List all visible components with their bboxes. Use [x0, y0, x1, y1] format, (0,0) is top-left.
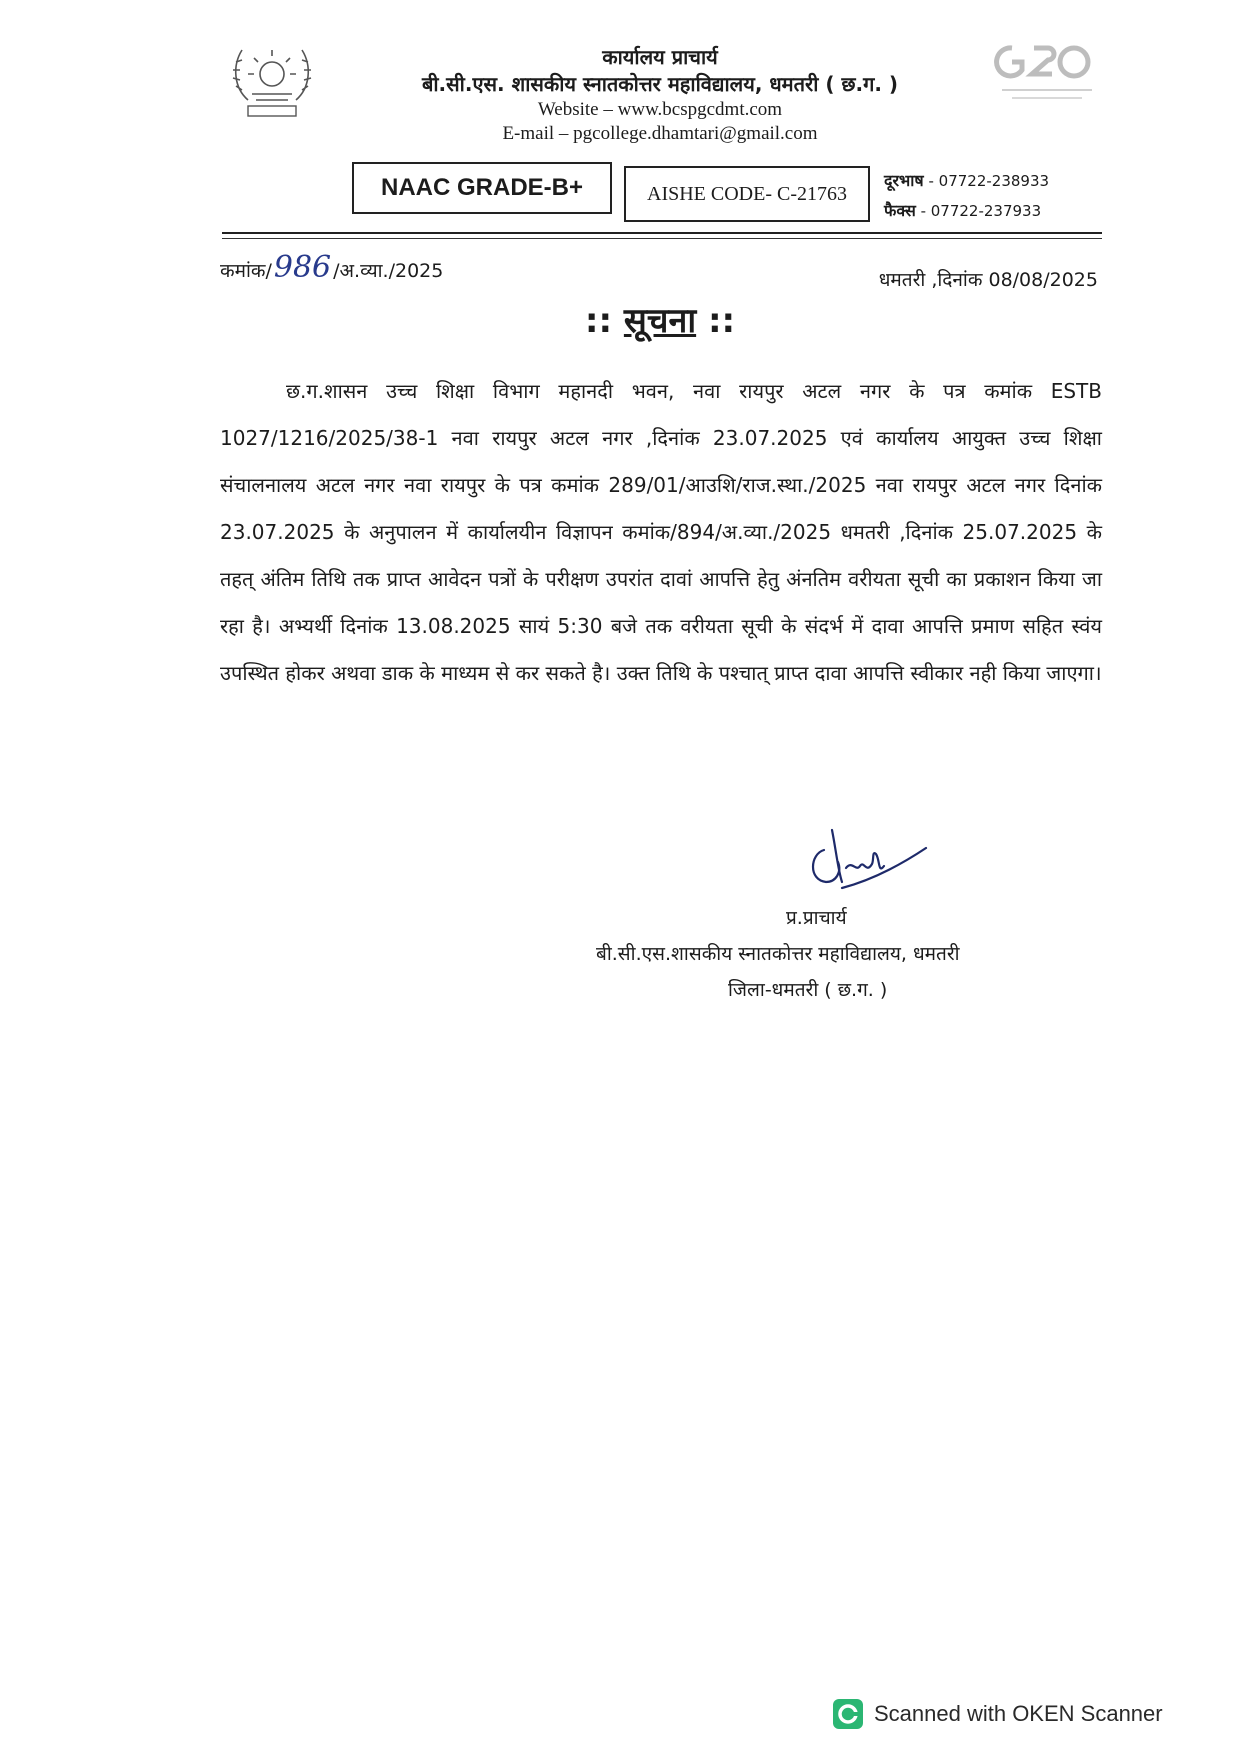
phone-label: दूरभाष: [884, 171, 924, 190]
title-right-marks: ::: [696, 301, 736, 341]
notice-title: [0, 296, 1240, 342]
fax-label: फैक्स: [884, 201, 916, 220]
signatory-college: बी.सी.एस.शासकीय स्नातकोत्तर महाविद्यालय, धमतरी: [596, 943, 960, 965]
ref-handwritten-number: 986: [273, 250, 332, 285]
fax-number: - 07722-237933: [920, 202, 1042, 220]
website-line: Website – www.bcspgcdmt.com: [537, 99, 783, 120]
college-emblem-icon: [228, 30, 316, 126]
fax-line: [884, 196, 1124, 226]
scanner-watermark: [832, 1698, 1163, 1730]
reference-number: [220, 250, 444, 285]
contact-block: [884, 166, 1124, 226]
aishe-code-box: AISHE CODE- C-21763: [624, 166, 870, 222]
phone-number: - 07722-238933: [928, 172, 1050, 190]
office-name: कार्यालय प्राचार्य: [602, 45, 718, 69]
naac-grade-box: NAAC GRADE-B+: [352, 162, 612, 214]
signatory-title: प्र.प्राचार्य: [786, 907, 847, 929]
scanner-text: Scanned with OKEN Scanner: [874, 1701, 1163, 1726]
oken-scanner-icon: [832, 1698, 864, 1730]
header-divider: [222, 232, 1102, 234]
college-name: बी.सी.एस. शासकीय स्नातकोत्तर महाविद्यालय, धमतरी ( छ.ग. ): [421, 72, 899, 96]
ref-prefix: कमांक/: [220, 260, 272, 282]
date-line: धमतरी ,दिनांक 08/08/2025: [878, 269, 1098, 291]
letterhead: [380, 44, 940, 146]
notice-body: छ.ग.शासन उच्च शिक्षा विभाग महानदी भवन, नवा रायपुर अटल नगर के पत्र कमांक ESTB 1027/1216/2025/38-1 नवा रायपुर अटल नगर ,दिनांक 23.07.2025 एवं कार्यालय आयुक्त उच्च शिक्षा संचालनालय अटल नगर नवा रायपुर के पत्र कमांक 289/01/आउशि/राज.स्था./2025 नवा रायपुर अटल नगर दिनांक 23.07.2025 के अनुपालन में कार्यालयीन विज्ञापन कमांक/894/अ.व्या./2025 धमतरी ,दिनांक 25.07.2025 के तहत् अंतिम तिथि तक प्राप्त आवेदन पत्रों के परीक्षण उपरांत दावां आपत्ति हेतु अंनतिम वरीयता सूची का प्रकाशन किया जा रहा है। अभ्यर्थी दिनांक 13.08.2025 सायं 5:30 बजे तक वरीयता सूची के संदर्भ में दावा आपत्ति प्रमाण सहित स्वंय उपस्थित होकर अथवा डाक के माध्यम से कर सकते है। उक्त तिथि के पश्चात् प्राप्त दावा आपत्ति स्वीकार नही किया जाएगा।: [220, 379, 1102, 685]
phone-line: [884, 166, 1124, 196]
header-divider-thin: [222, 238, 1102, 239]
title-left-marks: ::: [584, 301, 624, 341]
signatory-district: जिला-धमतरी ( छ.ग. ): [728, 979, 888, 1001]
title-word: सूचना: [623, 301, 697, 341]
g20-logo-icon: [982, 34, 1112, 104]
ref-suffix: /अ.व्या./2025: [333, 260, 444, 282]
signature-image: [802, 820, 932, 900]
email-line: E-mail – pgcollege.dhamtari@gmail.com: [502, 123, 818, 144]
